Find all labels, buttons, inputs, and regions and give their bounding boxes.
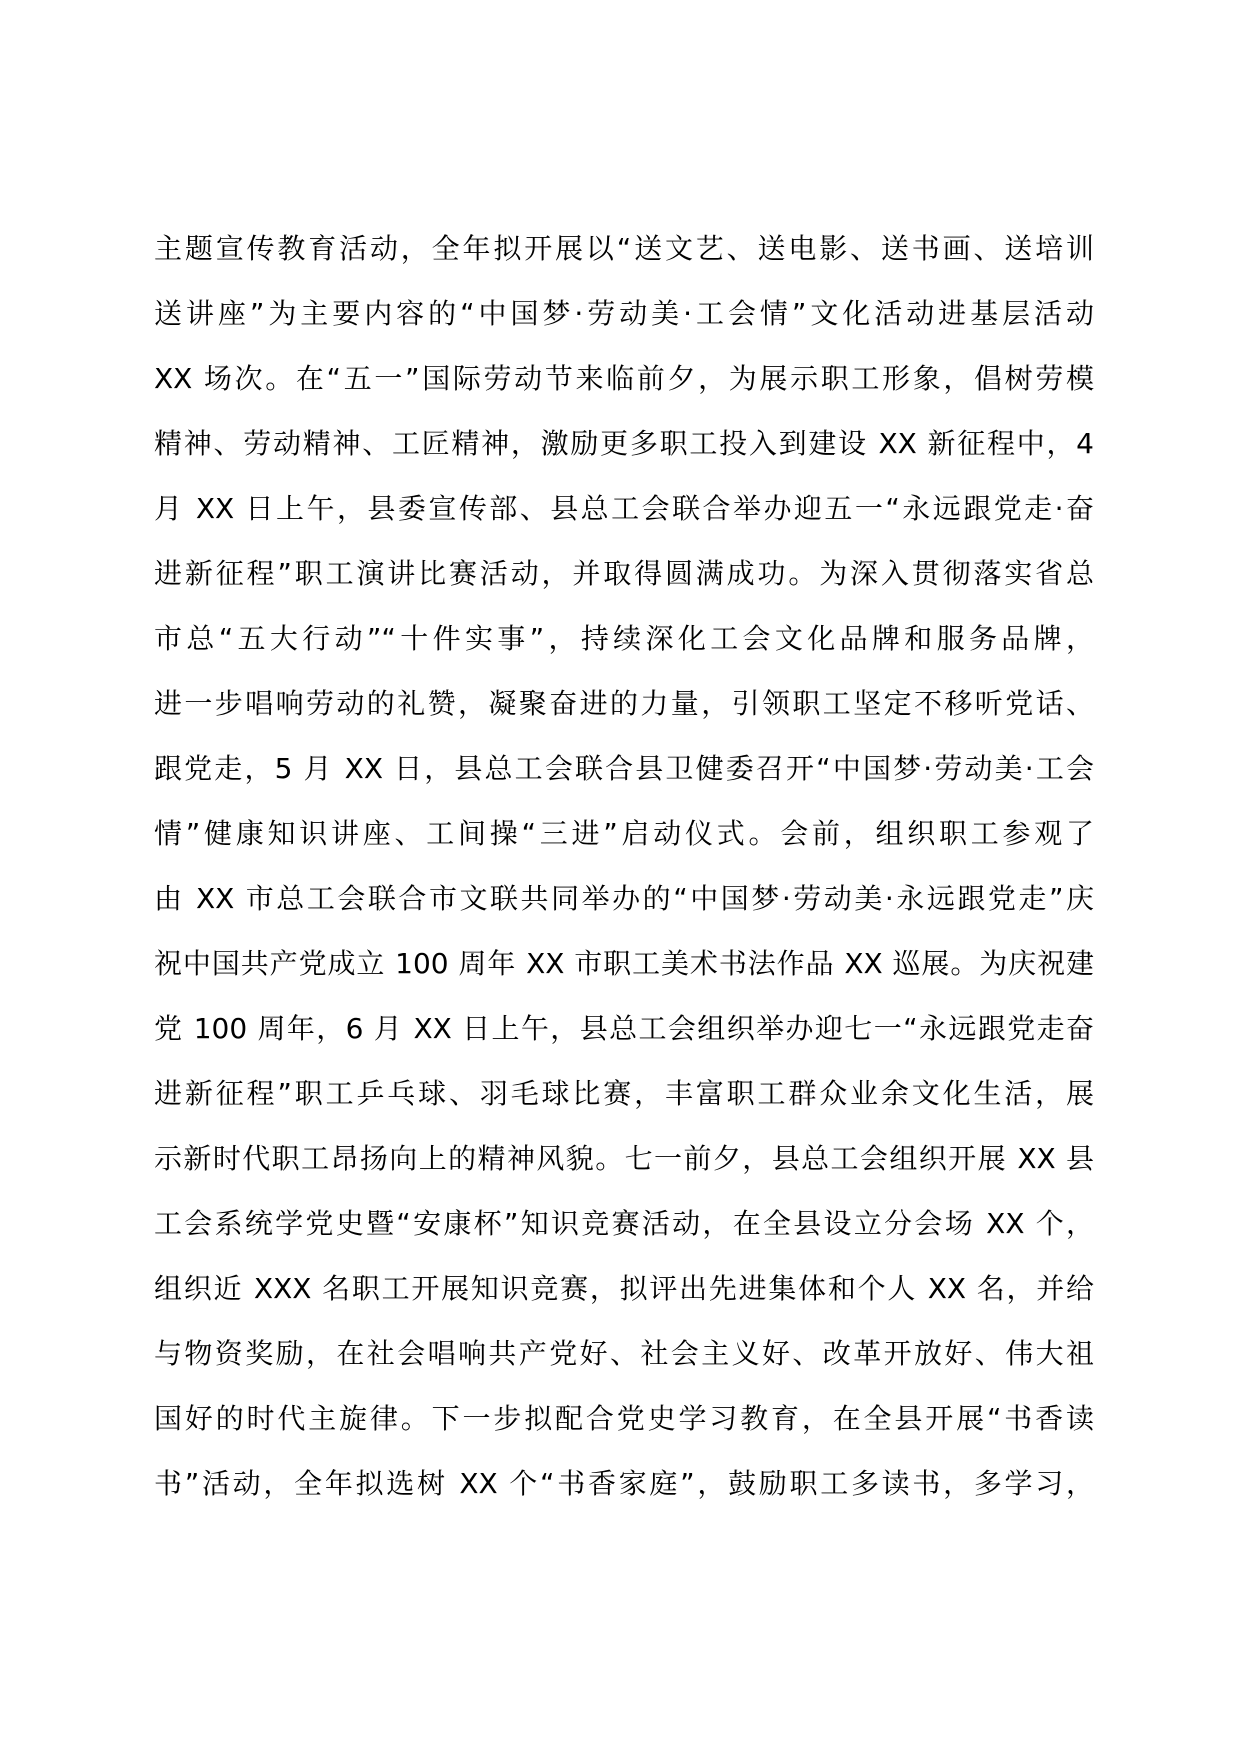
text-line: XX 场次。在“五一”国际劳动节来临前夕，为展示职工形象，倡树劳模 bbox=[154, 362, 1094, 395]
text-line: 送讲座”为主要内容的“中国梦·劳动美·工会情”文化活动进基层活动 bbox=[154, 297, 1094, 330]
text-line: 与物资奖励，在社会唱响共产党好、社会主义好、改革开放好、伟大祖 bbox=[154, 1337, 1094, 1370]
text-line: 主题宣传教育活动，全年拟开展以“送文艺、送电影、送书画、送培训 bbox=[154, 232, 1094, 265]
text-line: 党 100 周年，6 月 XX 日上午，县总工会组织举办迎七一“永远跟党走奋 bbox=[154, 1012, 1094, 1045]
text-line: 跟党走，5 月 XX 日，县总工会联合县卫健委召开“中国梦·劳动美·工会 bbox=[154, 752, 1094, 785]
text-line: 示新时代职工昂扬向上的精神风貌。七一前夕，县总工会组织开展 XX 县 bbox=[154, 1142, 1094, 1175]
text-line: 月 XX 日上午，县委宣传部、县总工会联合举办迎五一“永远跟党走·奋 bbox=[154, 492, 1094, 525]
text-line: 进新征程”职工乒乓球、羽毛球比赛，丰富职工群众业余文化生活，展 bbox=[154, 1077, 1094, 1110]
text-line: 由 XX 市总工会联合市文联共同举办的“中国梦·劳动美·永远跟党走”庆 bbox=[154, 882, 1094, 915]
text-line: 祝中国共产党成立 100 周年 XX 市职工美术书法作品 XX 巡展。为庆祝建 bbox=[154, 947, 1094, 980]
text-line: 国好的时代主旋律。下一步拟配合党史学习教育，在全县开展“书香读 bbox=[154, 1402, 1094, 1435]
text-line: 工会系统学党史暨“安康杯”知识竞赛活动，在全县设立分会场 XX 个， bbox=[154, 1207, 1094, 1240]
text-line: 市总“五大行动”“十件实事”，持续深化工会文化品牌和服务品牌， bbox=[154, 622, 1094, 655]
text-line: 进新征程”职工演讲比赛活动，并取得圆满成功。为深入贯彻落实省总 bbox=[154, 557, 1094, 590]
body-paragraph bbox=[154, 216, 1094, 1516]
text-line: 进一步唱响劳动的礼赞，凝聚奋进的力量，引领职工坚定不移听党话、 bbox=[154, 687, 1094, 720]
text-line: 书”活动，全年拟选树 XX 个“书香家庭”，鼓励职工多读书，多学习， bbox=[154, 1467, 1094, 1500]
text-line: 精神、劳动精神、工匠精神，激励更多职工投入到建设 XX 新征程中，4 bbox=[154, 427, 1094, 460]
text-line: 组织近 XXX 名职工开展知识竞赛，拟评出先进集体和个人 XX 名，并给 bbox=[154, 1272, 1094, 1305]
text-line: 情”健康知识讲座、工间操“三进”启动仪式。会前，组织职工参观了 bbox=[154, 817, 1094, 850]
